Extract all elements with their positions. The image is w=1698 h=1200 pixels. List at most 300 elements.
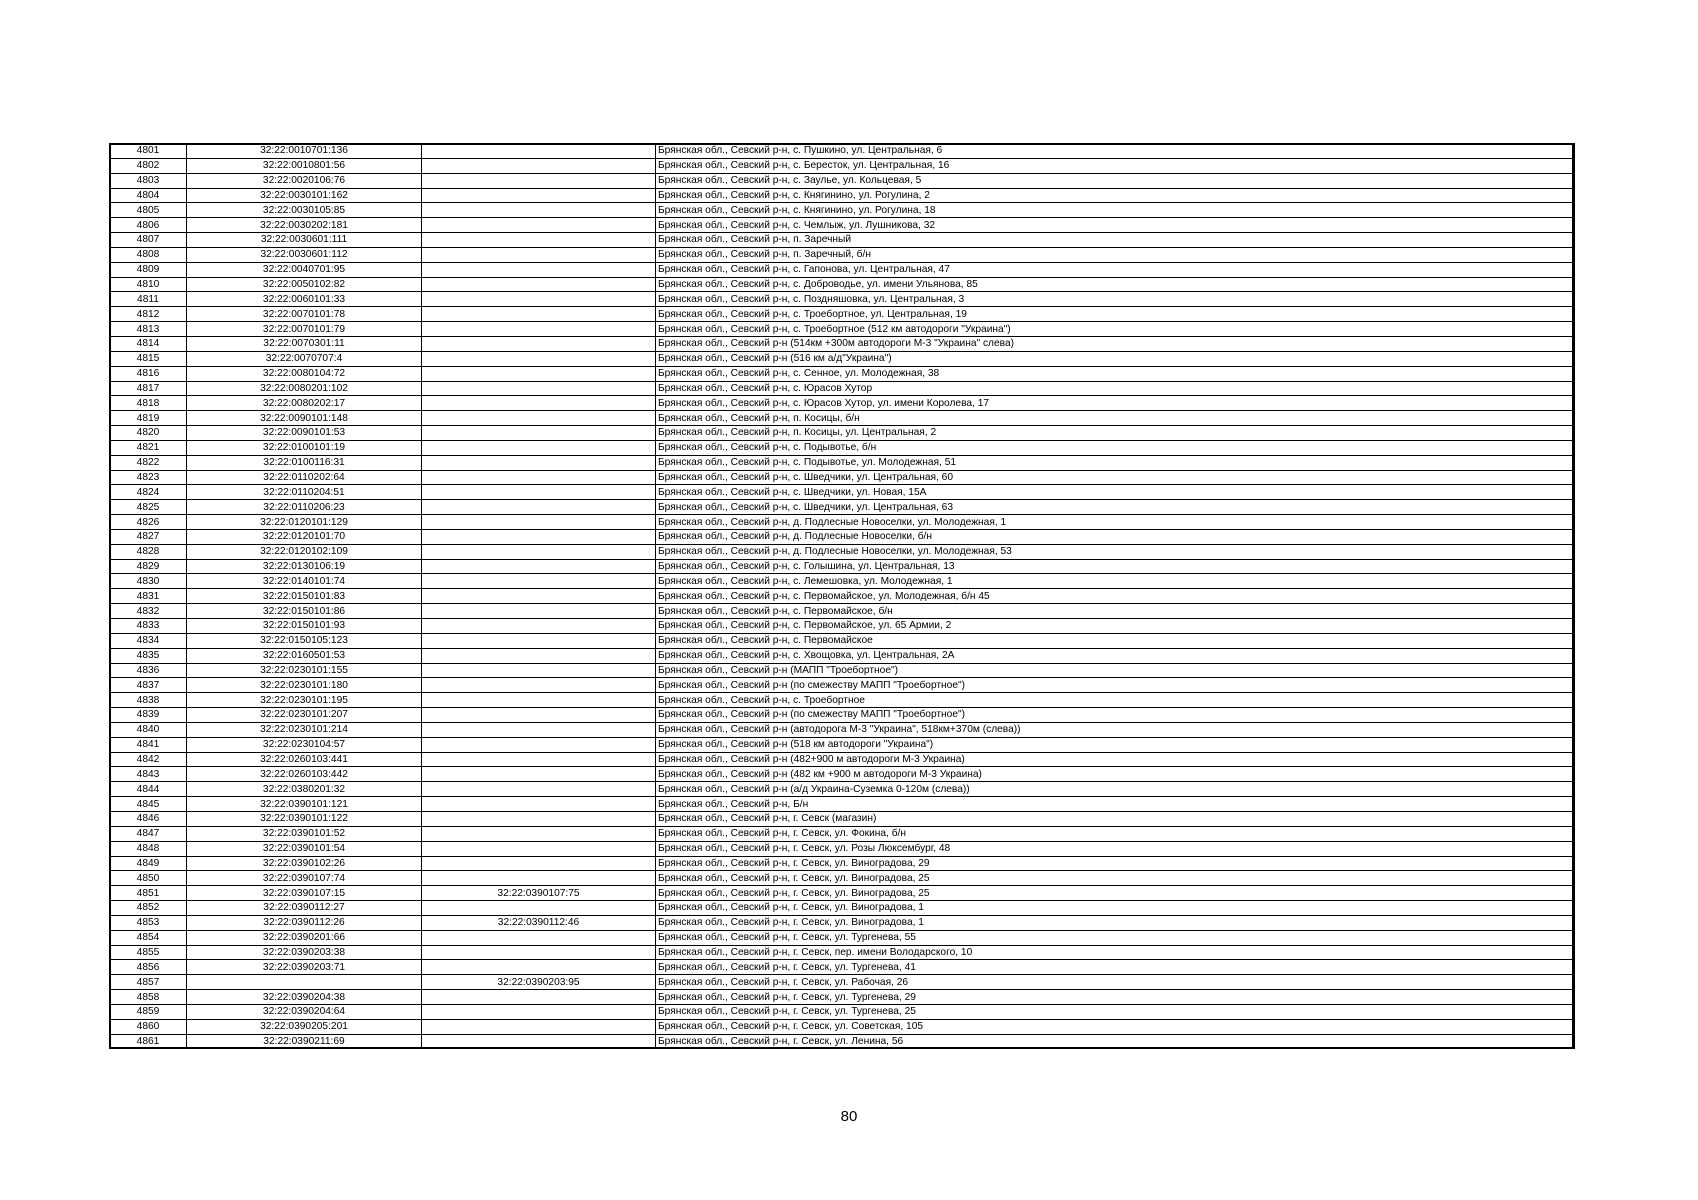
cadastral-number-cell bbox=[187, 975, 422, 990]
address-cell: Брянская обл., Севский р-н, г. Севск, ул. Виноградова, 1 bbox=[656, 901, 1575, 916]
row-number-cell: 4859 bbox=[110, 1004, 187, 1019]
table-row bbox=[110, 1004, 1575, 1019]
row-number-cell: 4812 bbox=[110, 307, 187, 322]
cadastral-number-cell: 32:22:0030202:181 bbox=[187, 218, 422, 233]
table-row bbox=[110, 515, 1575, 530]
row-number-cell: 4822 bbox=[110, 455, 187, 470]
address-cell: Брянская обл., Севский р-н (автодорога М-3 "Украина", 518км+370м (слева)) bbox=[656, 722, 1575, 737]
cadastral-number-cell: 32:22:0390201:66 bbox=[187, 930, 422, 945]
table-row bbox=[110, 247, 1575, 262]
address-cell: Брянская обл., Севский р-н, г. Севск, ул. Виноградова, 25 bbox=[656, 871, 1575, 886]
cadastral-number-cell: 32:22:0150101:83 bbox=[187, 589, 422, 604]
table-row bbox=[110, 426, 1575, 441]
previous-number-cell bbox=[422, 544, 656, 559]
cadastral-number-cell: 32:22:0020106:76 bbox=[187, 173, 422, 188]
previous-number-cell: 32:22:0390203:95 bbox=[422, 975, 656, 990]
row-number-cell: 4847 bbox=[110, 826, 187, 841]
previous-number-cell bbox=[422, 811, 656, 826]
address-cell: Брянская обл., Севский р-н, г. Севск, пер. имени Володарского, 10 bbox=[656, 945, 1575, 960]
table-row bbox=[110, 663, 1575, 678]
row-number-cell: 4840 bbox=[110, 722, 187, 737]
previous-number-cell bbox=[422, 455, 656, 470]
previous-number-cell bbox=[422, 737, 656, 752]
cadastral-number-cell: 32:22:0130106:19 bbox=[187, 559, 422, 574]
cadastral-number-cell: 32:22:0100116:31 bbox=[187, 455, 422, 470]
table-row bbox=[110, 440, 1575, 455]
row-number-cell: 4802 bbox=[110, 158, 187, 173]
cadastral-number-cell: 32:22:0230101:155 bbox=[187, 663, 422, 678]
table-row bbox=[110, 381, 1575, 396]
previous-number-cell bbox=[422, 930, 656, 945]
cadastral-number-cell: 32:22:0390204:64 bbox=[187, 1004, 422, 1019]
address-cell: Брянская обл., Севский р-н, с. Пушкино, ул. Центральная, 6 bbox=[656, 144, 1575, 159]
table-row bbox=[110, 767, 1575, 782]
cadastral-number-cell: 32:22:0120101:129 bbox=[187, 515, 422, 530]
previous-number-cell bbox=[422, 336, 656, 351]
cadastral-number-cell: 32:22:0390101:52 bbox=[187, 826, 422, 841]
table-row bbox=[110, 589, 1575, 604]
address-cell: Брянская обл., Севский р-н, г. Севск, ул. Тургенева, 25 bbox=[656, 1004, 1575, 1019]
previous-number-cell bbox=[422, 485, 656, 500]
previous-number-cell: 32:22:0390107:75 bbox=[422, 886, 656, 901]
previous-number-cell bbox=[422, 871, 656, 886]
previous-number-cell bbox=[422, 277, 656, 292]
previous-number-cell bbox=[422, 292, 656, 307]
table-row bbox=[110, 633, 1575, 648]
cadastral-number-cell: 32:22:0080201:102 bbox=[187, 381, 422, 396]
row-number-cell: 4856 bbox=[110, 960, 187, 975]
address-cell: Брянская обл., Севский р-н, г. Севск, ул. Ленина, 56 bbox=[656, 1034, 1575, 1049]
previous-number-cell bbox=[422, 1019, 656, 1034]
table-row bbox=[110, 708, 1575, 723]
row-number-cell: 4839 bbox=[110, 708, 187, 723]
row-number-cell: 4811 bbox=[110, 292, 187, 307]
row-number-cell: 4853 bbox=[110, 915, 187, 930]
previous-number-cell bbox=[422, 233, 656, 248]
table-row bbox=[110, 218, 1575, 233]
row-number-cell: 4848 bbox=[110, 841, 187, 856]
table-row bbox=[110, 871, 1575, 886]
address-cell: Брянская обл., Севский р-н, с. Лемешовка, ул. Молодежная, 1 bbox=[656, 574, 1575, 589]
previous-number-cell bbox=[422, 722, 656, 737]
address-cell: Брянская обл., Севский р-н, п. Заречный bbox=[656, 233, 1575, 248]
cadastral-number-cell: 32:22:0380201:32 bbox=[187, 782, 422, 797]
table-row bbox=[110, 960, 1575, 975]
cadastral-number-cell: 32:22:0390203:38 bbox=[187, 945, 422, 960]
table-row bbox=[110, 915, 1575, 930]
row-number-cell: 4821 bbox=[110, 440, 187, 455]
cadastral-number-cell: 32:22:0100101:19 bbox=[187, 440, 422, 455]
previous-number-cell bbox=[422, 841, 656, 856]
page-number: 80 bbox=[840, 1108, 858, 1125]
previous-number-cell bbox=[422, 470, 656, 485]
cadastral-number-cell: 32:22:0070101:79 bbox=[187, 322, 422, 337]
address-cell: Брянская обл., Севский р-н, г. Севск, ул. Тургенева, 29 bbox=[656, 990, 1575, 1005]
table-row bbox=[110, 1019, 1575, 1034]
table-row bbox=[110, 930, 1575, 945]
cadastral-number-cell: 32:22:0150101:93 bbox=[187, 619, 422, 634]
cadastral-number-cell: 32:22:0010701:136 bbox=[187, 144, 422, 159]
table-row bbox=[110, 945, 1575, 960]
previous-number-cell bbox=[422, 633, 656, 648]
address-cell: Брянская обл., Севский р-н, с. Сенное, ул. Молодежная, 38 bbox=[656, 366, 1575, 381]
previous-number-cell bbox=[422, 515, 656, 530]
table-row bbox=[110, 648, 1575, 663]
previous-number-cell bbox=[422, 381, 656, 396]
cadastral-number-cell: 32:22:0120102:109 bbox=[187, 544, 422, 559]
address-cell: Брянская обл., Севский р-н, с. Подывотье, ул. Молодежная, 51 bbox=[656, 455, 1575, 470]
address-cell: Брянская обл., Севский р-н, с. Хвощовка, ул. Центральная, 2А bbox=[656, 648, 1575, 663]
table-body bbox=[110, 144, 1575, 1049]
row-number-cell: 4857 bbox=[110, 975, 187, 990]
cadastral-number-cell: 32:22:0390112:27 bbox=[187, 901, 422, 916]
table-row bbox=[110, 322, 1575, 337]
previous-number-cell bbox=[422, 396, 656, 411]
cadastral-number-cell: 32:22:0110204:51 bbox=[187, 485, 422, 500]
previous-number-cell bbox=[422, 559, 656, 574]
cadastral-number-cell: 32:22:0230101:180 bbox=[187, 678, 422, 693]
address-cell: Брянская обл., Севский р-н, с. Юрасов Хутор bbox=[656, 381, 1575, 396]
row-number-cell: 4823 bbox=[110, 470, 187, 485]
address-cell: Брянская обл., Севский р-н (482 км +900 м автодороги М-3 Украина) bbox=[656, 767, 1575, 782]
address-cell: Брянская обл., Севский р-н, с. Троебортное (512 км автодороги "Украина") bbox=[656, 322, 1575, 337]
address-cell: Брянская обл., Севский р-н, г. Севск, ул. Виноградова, 1 bbox=[656, 915, 1575, 930]
address-cell: Брянская обл., Севский р-н, с. Первомайское, ул. Молодежная, б/н 45 bbox=[656, 589, 1575, 604]
cadastral-number-cell: 32:22:0140101:74 bbox=[187, 574, 422, 589]
table-row bbox=[110, 559, 1575, 574]
row-number-cell: 4851 bbox=[110, 886, 187, 901]
previous-number-cell bbox=[422, 188, 656, 203]
table-row bbox=[110, 233, 1575, 248]
table-row bbox=[110, 826, 1575, 841]
address-cell: Брянская обл., Севский р-н, с. Подывотье, б/н bbox=[656, 440, 1575, 455]
address-cell: Брянская обл., Севский р-н (а/д Украина-Суземка 0-120м (слева)) bbox=[656, 782, 1575, 797]
cadastral-number-cell: 32:22:0230101:195 bbox=[187, 693, 422, 708]
previous-number-cell bbox=[422, 589, 656, 604]
table-row bbox=[110, 737, 1575, 752]
row-number-cell: 4844 bbox=[110, 782, 187, 797]
cadastral-number-cell: 32:22:0120101:70 bbox=[187, 529, 422, 544]
address-cell: Брянская обл., Севский р-н, г. Севск, ул. Виноградова, 25 bbox=[656, 886, 1575, 901]
cadastral-number-cell: 32:22:0390205:201 bbox=[187, 1019, 422, 1034]
cadastral-number-cell: 32:22:0390101:121 bbox=[187, 797, 422, 812]
previous-number-cell bbox=[422, 1034, 656, 1049]
address-cell: Брянская обл., Севский р-н, д. Подлесные Новоселки, ул. Молодежная, 1 bbox=[656, 515, 1575, 530]
previous-number-cell bbox=[422, 366, 656, 381]
cadastral-number-cell: 32:22:0390211:69 bbox=[187, 1034, 422, 1049]
row-number-cell: 4829 bbox=[110, 559, 187, 574]
row-number-cell: 4831 bbox=[110, 589, 187, 604]
cadastral-number-cell: 32:22:0150105:123 bbox=[187, 633, 422, 648]
row-number-cell: 4852 bbox=[110, 901, 187, 916]
address-cell: Брянская обл., Севский р-н, с. Первомайское bbox=[656, 633, 1575, 648]
table-row bbox=[110, 203, 1575, 218]
address-cell: Брянская обл., Севский р-н, с. Княгинино, ул. Рогулина, 2 bbox=[656, 188, 1575, 203]
cadastral-number-cell: 32:22:0230101:207 bbox=[187, 708, 422, 723]
address-cell: Брянская обл., Севский р-н, с. Чемлыж, ул. Лушникова, 32 bbox=[656, 218, 1575, 233]
cadastral-number-cell: 32:22:0390204:38 bbox=[187, 990, 422, 1005]
previous-number-cell bbox=[422, 158, 656, 173]
row-number-cell: 4804 bbox=[110, 188, 187, 203]
cadastral-number-cell: 32:22:0040701:95 bbox=[187, 262, 422, 277]
previous-number-cell bbox=[422, 752, 656, 767]
address-cell: Брянская обл., Севский р-н, с. Первомайское, ул. 65 Армии, 2 bbox=[656, 619, 1575, 634]
table-row bbox=[110, 975, 1575, 990]
address-cell: Брянская обл., Севский р-н, с. Бересток, ул. Центральная, 16 bbox=[656, 158, 1575, 173]
row-number-cell: 4809 bbox=[110, 262, 187, 277]
previous-number-cell bbox=[422, 960, 656, 975]
table-row bbox=[110, 678, 1575, 693]
address-cell: Брянская обл., Севский р-н, с. Троебортное bbox=[656, 693, 1575, 708]
table-row bbox=[110, 277, 1575, 292]
previous-number-cell bbox=[422, 663, 656, 678]
address-cell: Брянская обл., Севский р-н, г. Севск, ул. Рабочая, 26 bbox=[656, 975, 1575, 990]
cadastral-number-cell: 32:22:0390107:15 bbox=[187, 886, 422, 901]
previous-number-cell bbox=[422, 426, 656, 441]
address-cell: Брянская обл., Севский р-н (518 км автодороги "Украина") bbox=[656, 737, 1575, 752]
address-cell: Брянская обл., Севский р-н (516 км а/д"Украина") bbox=[656, 351, 1575, 366]
previous-number-cell bbox=[422, 990, 656, 1005]
previous-number-cell bbox=[422, 604, 656, 619]
address-cell: Брянская обл., Севский р-н, д. Подлесные Новоселки, ул. Молодежная, 53 bbox=[656, 544, 1575, 559]
row-number-cell: 4806 bbox=[110, 218, 187, 233]
row-number-cell: 4854 bbox=[110, 930, 187, 945]
cadastral-number-cell: 32:22:0070707:4 bbox=[187, 351, 422, 366]
previous-number-cell bbox=[422, 678, 656, 693]
row-number-cell: 4813 bbox=[110, 322, 187, 337]
row-number-cell: 4842 bbox=[110, 752, 187, 767]
cadastral-number-cell: 32:22:0060101:33 bbox=[187, 292, 422, 307]
cadastral-number-cell: 32:22:0030101:162 bbox=[187, 188, 422, 203]
table-row bbox=[110, 811, 1575, 826]
cadastral-number-cell: 32:22:0390107:74 bbox=[187, 871, 422, 886]
table-row bbox=[110, 455, 1575, 470]
row-number-cell: 4845 bbox=[110, 797, 187, 812]
cadastral-number-cell: 32:22:0030601:112 bbox=[187, 247, 422, 262]
table-row bbox=[110, 619, 1575, 634]
previous-number-cell bbox=[422, 826, 656, 841]
row-number-cell: 4835 bbox=[110, 648, 187, 663]
cadastral-number-cell: 32:22:0080202:17 bbox=[187, 396, 422, 411]
table-row bbox=[110, 292, 1575, 307]
table-row bbox=[110, 797, 1575, 812]
table-row bbox=[110, 470, 1575, 485]
row-number-cell: 4858 bbox=[110, 990, 187, 1005]
address-cell: Брянская обл., Севский р-н, с. Поздняшовка, ул. Центральная, 3 bbox=[656, 292, 1575, 307]
row-number-cell: 4833 bbox=[110, 619, 187, 634]
address-cell: Брянская обл., Севский р-н (514км +300м автодороги М-3 "Украина" слева) bbox=[656, 336, 1575, 351]
previous-number-cell bbox=[422, 262, 656, 277]
cadastral-number-cell: 32:22:0390101:122 bbox=[187, 811, 422, 826]
cadastral-number-cell: 32:22:0390203:71 bbox=[187, 960, 422, 975]
address-cell: Брянская обл., Севский р-н, с. Доброводье, ул. имени Ульянова, 85 bbox=[656, 277, 1575, 292]
previous-number-cell bbox=[422, 203, 656, 218]
table-row bbox=[110, 366, 1575, 381]
address-cell: Брянская обл., Севский р-н, с. Заулье, ул. Кольцевая, 5 bbox=[656, 173, 1575, 188]
address-cell: Брянская обл., Севский р-н, п. Косицы, ул. Центральная, 2 bbox=[656, 426, 1575, 441]
row-number-cell: 4855 bbox=[110, 945, 187, 960]
table-row bbox=[110, 722, 1575, 737]
row-number-cell: 4860 bbox=[110, 1019, 187, 1034]
row-number-cell: 4808 bbox=[110, 247, 187, 262]
row-number-cell: 4814 bbox=[110, 336, 187, 351]
table-row bbox=[110, 856, 1575, 871]
address-cell: Брянская обл., Севский р-н, п. Заречный, б/н bbox=[656, 247, 1575, 262]
table-row bbox=[110, 485, 1575, 500]
row-number-cell: 4837 bbox=[110, 678, 187, 693]
address-cell: Брянская обл., Севский р-н, г. Севск, ул. Советская, 105 bbox=[656, 1019, 1575, 1034]
address-cell: Брянская обл., Севский р-н, с. Шведчики, ул. Центральная, 63 bbox=[656, 500, 1575, 515]
table-row bbox=[110, 158, 1575, 173]
address-cell: Брянская обл., Севский р-н (по смежеству МАПП "Троебортное") bbox=[656, 678, 1575, 693]
address-cell: Брянская обл., Севский р-н, с. Шведчики, ул. Новая, 15А bbox=[656, 485, 1575, 500]
row-number-cell: 4815 bbox=[110, 351, 187, 366]
previous-number-cell bbox=[422, 767, 656, 782]
previous-number-cell bbox=[422, 648, 656, 663]
cadastral-number-cell: 32:22:0160501:53 bbox=[187, 648, 422, 663]
table-row bbox=[110, 173, 1575, 188]
previous-number-cell bbox=[422, 708, 656, 723]
table-row bbox=[110, 262, 1575, 277]
table-row bbox=[110, 396, 1575, 411]
previous-number-cell bbox=[422, 797, 656, 812]
row-number-cell: 4827 bbox=[110, 529, 187, 544]
cadastral-number-cell: 32:22:0390112:26 bbox=[187, 915, 422, 930]
row-number-cell: 4825 bbox=[110, 500, 187, 515]
address-cell: Брянская обл., Севский р-н, с. Голышина, ул. Центральная, 13 bbox=[656, 559, 1575, 574]
address-cell: Брянская обл., Севский р-н, с. Княгинино, ул. Рогулина, 18 bbox=[656, 203, 1575, 218]
previous-number-cell bbox=[422, 144, 656, 159]
cadastral-number-cell: 32:22:0110206:23 bbox=[187, 500, 422, 515]
row-number-cell: 4820 bbox=[110, 426, 187, 441]
address-cell: Брянская обл., Севский р-н, с. Троебортное, ул. Центральная, 19 bbox=[656, 307, 1575, 322]
previous-number-cell: 32:22:0390112:46 bbox=[422, 915, 656, 930]
previous-number-cell bbox=[422, 693, 656, 708]
row-number-cell: 4861 bbox=[110, 1034, 187, 1049]
row-number-cell: 4836 bbox=[110, 663, 187, 678]
table-row bbox=[110, 782, 1575, 797]
address-cell: Брянская обл., Севский р-н, Б/н bbox=[656, 797, 1575, 812]
row-number-cell: 4817 bbox=[110, 381, 187, 396]
row-number-cell: 4841 bbox=[110, 737, 187, 752]
row-number-cell: 4801 bbox=[110, 144, 187, 159]
previous-number-cell bbox=[422, 901, 656, 916]
cadastral-number-cell: 32:22:0050102:82 bbox=[187, 277, 422, 292]
row-number-cell: 4846 bbox=[110, 811, 187, 826]
previous-number-cell bbox=[422, 218, 656, 233]
previous-number-cell bbox=[422, 307, 656, 322]
row-number-cell: 4834 bbox=[110, 633, 187, 648]
address-cell: Брянская обл., Севский р-н, с. Первомайское, б/н bbox=[656, 604, 1575, 619]
cadastral-number-cell: 32:22:0030105:85 bbox=[187, 203, 422, 218]
table-row bbox=[110, 901, 1575, 916]
cadastral-number-cell: 32:22:0080104:72 bbox=[187, 366, 422, 381]
table-row bbox=[110, 752, 1575, 767]
address-cell: Брянская обл., Севский р-н, с. Шведчики, ул. Центральная, 60 bbox=[656, 470, 1575, 485]
row-number-cell: 4838 bbox=[110, 693, 187, 708]
row-number-cell: 4819 bbox=[110, 411, 187, 426]
cadastral-number-cell: 32:22:0390102:26 bbox=[187, 856, 422, 871]
row-number-cell: 4826 bbox=[110, 515, 187, 530]
table-row bbox=[110, 188, 1575, 203]
table-row bbox=[110, 307, 1575, 322]
table-row bbox=[110, 351, 1575, 366]
table-row bbox=[110, 604, 1575, 619]
address-cell: Брянская обл., Севский р-н, г. Севск, ул. Тургенева, 55 bbox=[656, 930, 1575, 945]
cadastral-number-cell: 32:22:0260103:442 bbox=[187, 767, 422, 782]
previous-number-cell bbox=[422, 500, 656, 515]
table-row bbox=[110, 693, 1575, 708]
table-row bbox=[110, 574, 1575, 589]
cadastral-number-cell: 32:22:0110202:64 bbox=[187, 470, 422, 485]
previous-number-cell bbox=[422, 322, 656, 337]
cadastral-number-cell: 32:22:0090101:53 bbox=[187, 426, 422, 441]
address-cell: Брянская обл., Севский р-н, г. Севск, ул. Тургенева, 41 bbox=[656, 960, 1575, 975]
cadastral-number-cell: 32:22:0030601:111 bbox=[187, 233, 422, 248]
row-number-cell: 4824 bbox=[110, 485, 187, 500]
table-row bbox=[110, 529, 1575, 544]
address-cell: Брянская обл., Севский р-н, г. Севск (магазин) bbox=[656, 811, 1575, 826]
address-cell: Брянская обл., Севский р-н, д. Подлесные Новоселки, б/н bbox=[656, 529, 1575, 544]
cadastral-number-cell: 32:22:0090101:148 bbox=[187, 411, 422, 426]
address-cell: Брянская обл., Севский р-н (482+900 м автодороги М-3 Украина) bbox=[656, 752, 1575, 767]
row-number-cell: 4816 bbox=[110, 366, 187, 381]
row-number-cell: 4830 bbox=[110, 574, 187, 589]
previous-number-cell bbox=[422, 529, 656, 544]
table-row bbox=[110, 500, 1575, 515]
row-number-cell: 4849 bbox=[110, 856, 187, 871]
cadastral-number-cell: 32:22:0070301:11 bbox=[187, 336, 422, 351]
address-cell: Брянская обл., Севский р-н (МАПП "Троебортное") bbox=[656, 663, 1575, 678]
previous-number-cell bbox=[422, 574, 656, 589]
address-cell: Брянская обл., Севский р-н, г. Севск, ул. Розы Люксембург, 48 bbox=[656, 841, 1575, 856]
table-row bbox=[110, 336, 1575, 351]
previous-number-cell bbox=[422, 619, 656, 634]
previous-number-cell bbox=[422, 782, 656, 797]
cadastral-number-cell: 32:22:0070101:78 bbox=[187, 307, 422, 322]
address-cell: Брянская обл., Севский р-н, г. Севск, ул. Виноградова, 29 bbox=[656, 856, 1575, 871]
address-cell: Брянская обл., Севский р-н, с. Гапонова, ул. Центральная, 47 bbox=[656, 262, 1575, 277]
row-number-cell: 4832 bbox=[110, 604, 187, 619]
table-row bbox=[110, 1034, 1575, 1049]
previous-number-cell bbox=[422, 1004, 656, 1019]
previous-number-cell bbox=[422, 351, 656, 366]
previous-number-cell bbox=[422, 856, 656, 871]
table-row bbox=[110, 886, 1575, 901]
row-number-cell: 4843 bbox=[110, 767, 187, 782]
address-cell: Брянская обл., Севский р-н, с. Юрасов Хутор, ул. имени Королева, 17 bbox=[656, 396, 1575, 411]
previous-number-cell bbox=[422, 411, 656, 426]
table-row bbox=[110, 544, 1575, 559]
previous-number-cell bbox=[422, 945, 656, 960]
table-row bbox=[110, 841, 1575, 856]
address-cell: Брянская обл., Севский р-н, г. Севск, ул. Фокина, б/н bbox=[656, 826, 1575, 841]
cadastral-number-cell: 32:22:0390101:54 bbox=[187, 841, 422, 856]
cadastral-number-cell: 32:22:0150101:86 bbox=[187, 604, 422, 619]
cadastral-number-cell: 32:22:0010801:56 bbox=[187, 158, 422, 173]
cadastral-number-cell: 32:22:0230101:214 bbox=[187, 722, 422, 737]
row-number-cell: 4805 bbox=[110, 203, 187, 218]
cadastral-number-cell: 32:22:0230104:57 bbox=[187, 737, 422, 752]
cadastral-table bbox=[109, 143, 1575, 1049]
address-cell: Брянская обл., Севский р-н (по смежеству МАПП "Троебортное") bbox=[656, 708, 1575, 723]
row-number-cell: 4810 bbox=[110, 277, 187, 292]
previous-number-cell bbox=[422, 247, 656, 262]
table-row bbox=[110, 411, 1575, 426]
row-number-cell: 4818 bbox=[110, 396, 187, 411]
row-number-cell: 4850 bbox=[110, 871, 187, 886]
cadastral-number-cell: 32:22:0260103:441 bbox=[187, 752, 422, 767]
